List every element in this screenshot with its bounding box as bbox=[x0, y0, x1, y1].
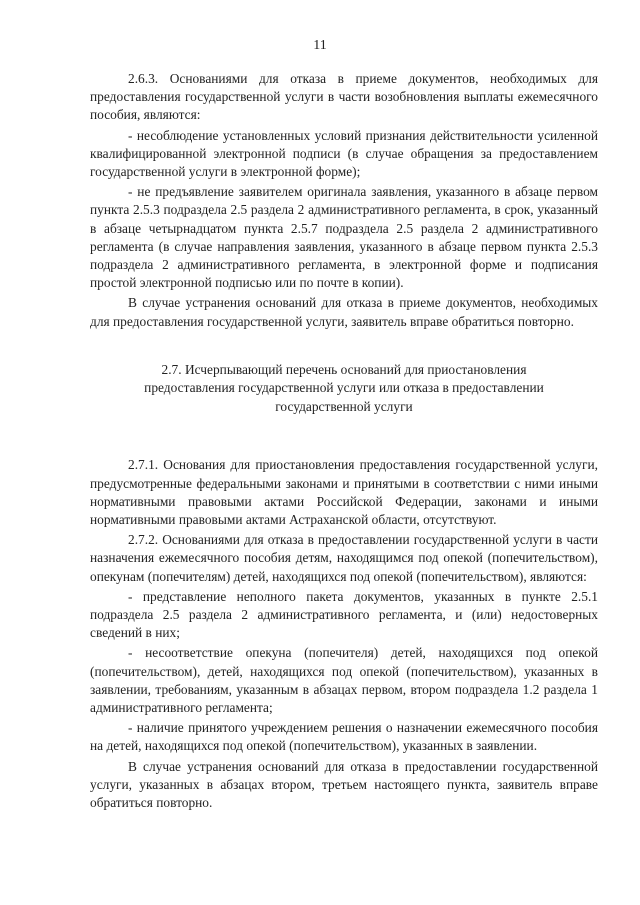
paragraph-2-6-3-item-1: - несоблюдение установленных условий признания действительности усиленной квалифицированной электронной подписи (в случае обращения за предоставлением государственной услуги в электронной форме); bbox=[90, 127, 598, 180]
paragraph-2-7-1: 2.7.1. Основания для приостановления предоставления государственной услуги, предусмотренные федеральными законами и принятыми в соответствии с ними иными нормативными правовыми актами Российской Федерации, законами и иными нормативными правовыми актами Астраханской области, отсутствуют. bbox=[90, 457, 598, 527]
page-number: 11 bbox=[313, 38, 327, 53]
paragraph-2-7-2-repeat: В случае устранения оснований для отказа в предоставлении государственной услуги, указанных в абзацах втором, третьем настоящего пункта, заявитель вправе обратиться повторно. bbox=[90, 758, 598, 810]
paragraph-2-7-2-item-3: - наличие принятого учреждением решения о назначении ежемесячного пособия на детей, находящихся под опекой (попечительством), указанных в заявлении. bbox=[90, 720, 598, 754]
paragraph-2-6-3-intro: 2.6.3. Основаниями для отказа в приеме документов, необходимых для предоставления государственной услуги в части возобновления выплаты ежемесячного пособия, являются: bbox=[90, 71, 598, 123]
paragraph-2-7-2-intro: 2.7.2. Основаниями для отказа в предоставлении государственной услуги в части назначения ежемесячного пособия детям, находящимся под опекой (попечительством), опекунам (попечителям) детей, находящихся под опекой (попечительством), являются: bbox=[90, 532, 598, 584]
paragraph-2-7-2-item-1: - представление неполного пакета документов, указанных в пункте 2.5.1 подраздела 2.5 раздела 2 административного регламента, и (или) недостоверных сведений в них; bbox=[90, 588, 598, 641]
paragraph-2-7-2-item-2: - несоответствие опекуна (попечителя) детей, находящихся под опекой (попечительством), детей, находящихся под опекой (попечительством), указанных в заявлении, требованиям, указанным в абзацах первом, втором подраздела 1.2 раздела 1 административного регламента; bbox=[90, 645, 598, 715]
paragraph-2-6-3-repeat: В случае устранения оснований для отказа в приеме документов, необходимых для предоставления государственной услуги, заявитель вправе обратиться повторно. bbox=[90, 295, 598, 329]
paragraph-2-6-3-item-2: - не предъявление заявителем оригинала заявления, указанного в абзаце первом пункта 2.5.3 подраздела 2.5 раздела 2 административного регламента, в срок, указанный в абзаце четырнадцатом пункта 2.5.7 подраздела 2.5 раздела 2 административного регламента (в случае направления заявления, указанного в абзаце первом пункта 2.5.3 подраздела 2 административного регламента, в электронной форме и подписания простой электронной подписью или по почте в копии). bbox=[90, 184, 598, 291]
heading-line-3: государственной услуги bbox=[275, 398, 413, 414]
heading-line-1: 2.7. Исчерпывающий перечень оснований для приостановления bbox=[161, 361, 527, 377]
section-heading-2-7 bbox=[90, 361, 598, 417]
document-body bbox=[90, 70, 598, 812]
heading-line-2: предоставления государственной услуги или отказа в предоставлении bbox=[144, 380, 544, 396]
